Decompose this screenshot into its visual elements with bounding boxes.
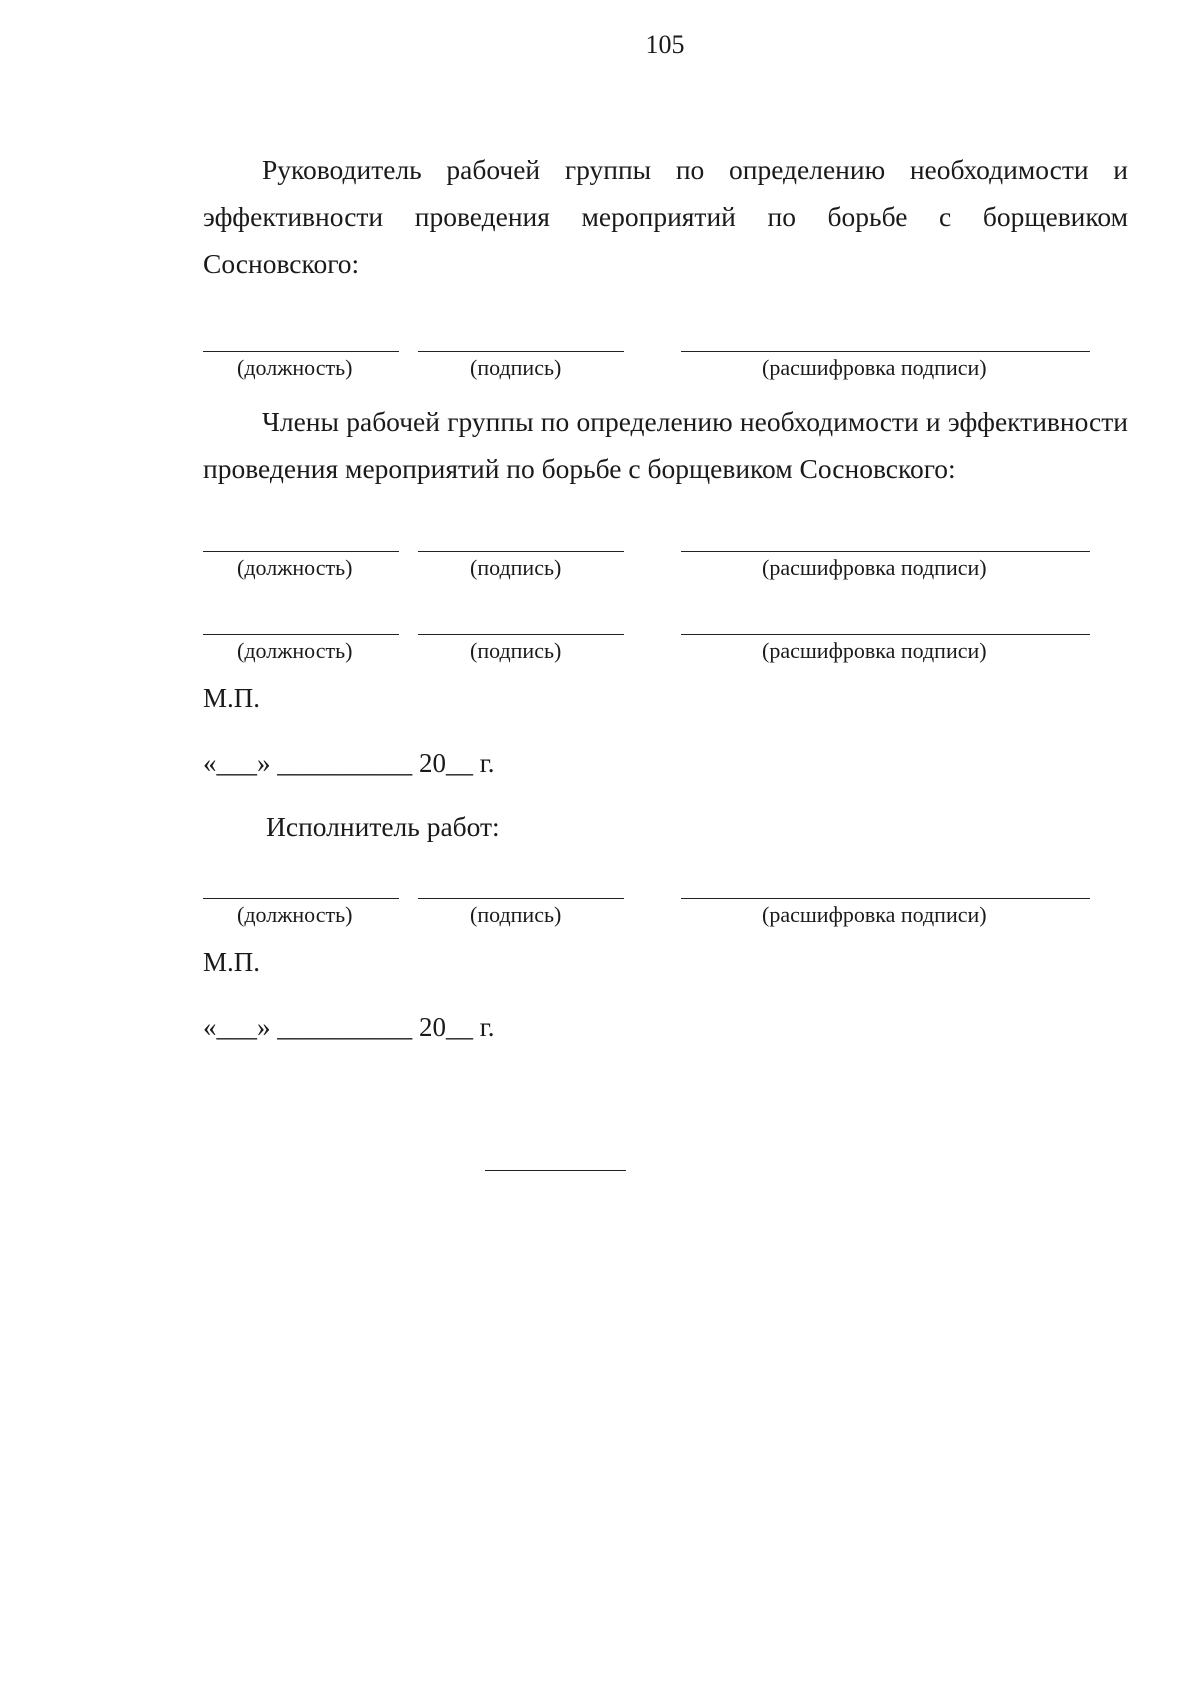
position-field[interactable] (203, 634, 399, 635)
signature-decoding-field[interactable] (681, 551, 1090, 552)
executor-label: Исполнитель работ: (266, 811, 500, 842)
signature-field[interactable] (418, 634, 624, 635)
signature-caption: (подпись) (470, 555, 562, 580)
date-field[interactable]: «___» __________ 20__ г. (203, 748, 495, 778)
signature-caption: (подпись) (470, 355, 562, 380)
member-signature-block (0, 634, 1200, 682)
position-field[interactable] (203, 551, 399, 552)
signature-decoding-caption: (расшифровка подписи) (762, 555, 987, 580)
head-signature-block (0, 351, 1200, 399)
page-number: 105 (645, 30, 685, 59)
signature-decoding-caption: (расшифровка подписи) (762, 902, 987, 927)
position-caption: (должность) (237, 555, 353, 580)
date-field[interactable]: «___» __________ 20__ г. (203, 1012, 495, 1042)
signature-caption: (подпись) (470, 638, 562, 663)
stamp-label: М.П. (203, 683, 261, 713)
position-caption: (должность) (237, 638, 353, 663)
signature-caption: (подпись) (470, 902, 562, 927)
signature-field[interactable] (418, 551, 624, 552)
position-caption: (должность) (237, 355, 353, 380)
end-of-document-rule (485, 1170, 626, 1171)
signature-field[interactable] (418, 898, 624, 899)
executor-signature-block (0, 898, 1200, 946)
signature-field[interactable] (418, 351, 624, 352)
position-field[interactable] (203, 898, 399, 899)
signature-decoding-field[interactable] (681, 351, 1090, 352)
signature-decoding-caption: (расшифровка подписи) (762, 355, 987, 380)
stamp-label: М.П. (203, 947, 261, 977)
members-paragraph: Члены рабочей группы по определению необходимости и эффективности проведения мероприятий по борьбе с борщевиком Сосновского: (203, 406, 1128, 484)
position-caption: (должность) (237, 902, 353, 927)
member-signature-block (0, 551, 1200, 599)
signature-decoding-caption: (расшифровка подписи) (762, 638, 987, 663)
signature-decoding-field[interactable] (681, 634, 1090, 635)
head-paragraph: Руководитель рабочей группы по определению необходимости и эффективности проведения мероприятий по борьбе с борщевиком Сосновского: (203, 154, 1128, 279)
signature-decoding-field[interactable] (681, 898, 1090, 899)
position-field[interactable] (203, 351, 399, 352)
